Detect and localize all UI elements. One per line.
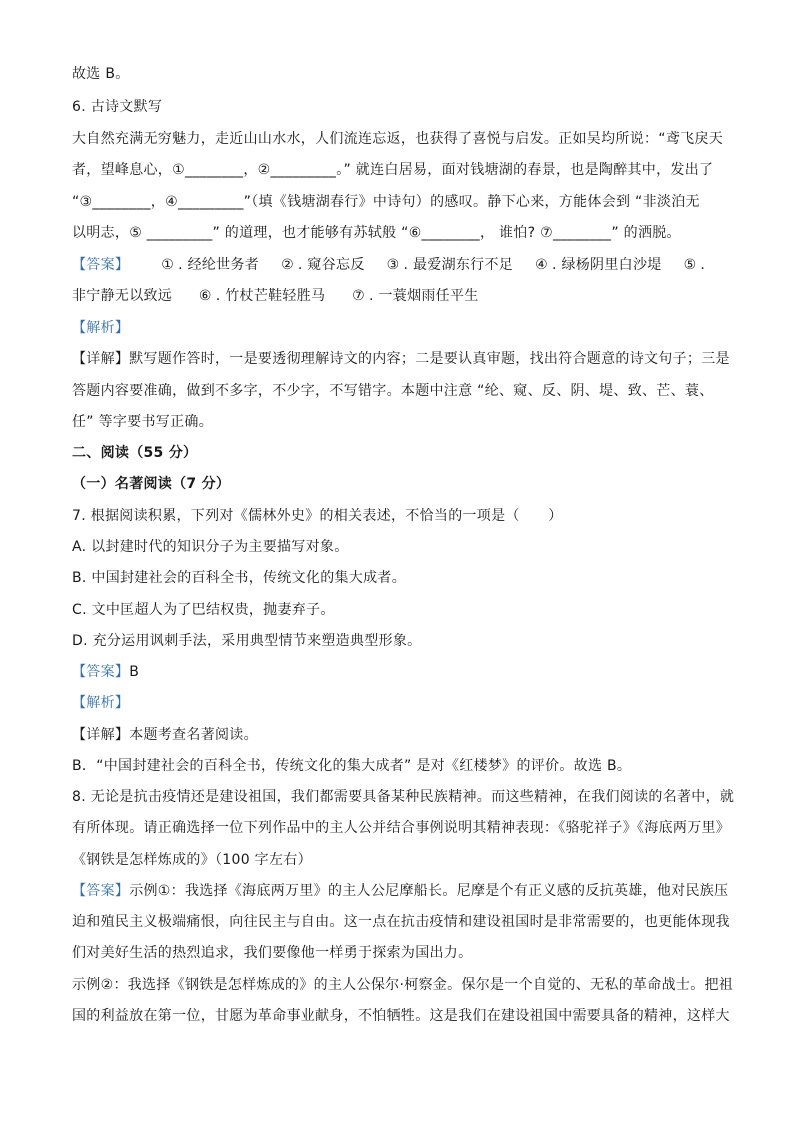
answer-value: B	[129, 664, 140, 680]
text-line: 者，望峰息心，①________，②_________。” 就连白居易，面对钱塘湖的春景，也是陶醉其中，发出了	[72, 162, 714, 178]
text-line: 迫和殖民主义极端痛恨，向往民主与自由。这一点在抗击疫情和建设祖国时是非常需要的，也更能体现我	[72, 914, 730, 930]
question-8: 8. 无论是抗击疫情还是建设祖国，我们都需要具备某种民族精神。而这些精神，在我们阅读的名著中，就	[72, 789, 735, 805]
question-7: 7. 根据阅读积累，下列对《儒林外史》的相关表述，不恰当的一项是（ ）	[72, 508, 563, 524]
text-line: 们对美好生活的热烈追求，我们要像他一样勇于探索为国出力。	[72, 945, 473, 961]
question-6-title: 6. 古诗文默写	[72, 99, 163, 115]
answer-label: 【答案】	[72, 257, 130, 273]
answer-item: ⑦ . 一蓑烟雨任平生	[352, 288, 479, 304]
answer-item: ⑥ . 竹杖芒鞋轻胜马	[198, 288, 326, 304]
text-line: “③________，④_________”（填《钱塘湖春行》中诗句）的感叹。静下心来，方能体会到 “非淡泊无	[72, 194, 700, 210]
option-b: B. 中国封建社会的百科全书，传统文化的集大成者。	[72, 570, 407, 586]
detail-label: 【详解】	[72, 727, 130, 743]
text-line: 《钢铁是怎样炼成的》（100 字左右）	[72, 852, 312, 868]
text-line: 以明志，⑤ _________” 的道理，也才能够有苏轼般 “⑥________， 谁怕? ⑦________” 的洒脱。	[72, 225, 681, 241]
answer-item: ⑤ .	[683, 257, 706, 273]
q6-answer-row	[72, 255, 732, 275]
analysis-label: 【解析】	[72, 320, 130, 336]
analysis-label: 【解析】	[72, 695, 130, 711]
text-line: 【详解】本题考查名著阅读。	[72, 727, 258, 743]
q8-answer-row: 【答案】示例①：我选择《海底两万里》的主人公尼摩船长。尼摩是个有正义感的反抗英雄，他对民族压	[72, 883, 729, 899]
detail-label: 【详解】	[72, 351, 130, 367]
text-line: 国的利益放在第一位，甘愿为革命事业献身，不怕牺牲。这是我们在建设祖国中需要具备的精神，这样大	[72, 1008, 730, 1024]
answer-item: ③ . 最爱湖东行不足	[386, 257, 514, 273]
option-d: D. 充分运用讽刺手法，采用典型情节来塑造典型形象。	[72, 633, 422, 649]
q7-answer-row	[72, 662, 732, 682]
q6-answer-row-2: 非宁静无以致远 ⑥ . 竹杖芒鞋轻胜马 ⑦ . 一蓑烟雨任平生	[72, 288, 479, 304]
text-line: B．“中国封建社会的百科全书，传统文化的集大成者” 是对《红楼梦》的评价。故选 B。	[72, 758, 632, 774]
text-line: 【详解】默写题作答时，一是要透彻理解诗文的内容；二是要认真审题，找出符合题意的诗文句子；三是	[72, 351, 730, 367]
answer-item: ④ . 绿杨阴里白沙堤	[535, 257, 662, 273]
text-line: 大自然充满无穷魅力，走近山山水水，人们流连忘返，也获得了喜悦与启发。正如吴均所说：“鸢飞戾天	[72, 131, 724, 147]
subsection-heading: （一）名著阅读（7 分）	[72, 476, 231, 492]
section-heading: 二、阅读（55 分）	[72, 445, 198, 461]
text-line: 答题内容要准确，做到不多字，不少字，不写错字。本题中注意 “纶、窥、反、阴、堤、致、芒、蓑、	[72, 383, 714, 399]
answer-item: ① . 经纶世务者	[161, 257, 260, 273]
answer-label: 【答案】	[72, 883, 130, 899]
text-line: 任” 等字要书写正确。	[72, 414, 214, 430]
answer-label: 【答案】	[72, 664, 130, 680]
text-line: 故选 B。	[72, 66, 130, 82]
option-c: C. 文中匡超人为了巴结权贵，抛妻弃子。	[72, 602, 335, 618]
text-line: 示例②：我选择《钢铁是怎样炼成的》的主人公保尔·柯察金。保尔是一个自觉的、无私的革命战士。把祖	[72, 977, 734, 993]
answer-item: ② . 窥谷忘反	[281, 257, 365, 273]
option-a: A. 以封建时代的知识分子为主要描写对象。	[72, 539, 349, 555]
text-line: 有所体现。请正确选择一位下列作品中的主人公并结合事例说明其精神表现：《骆驼祥子》《海底两万里》	[72, 820, 731, 836]
